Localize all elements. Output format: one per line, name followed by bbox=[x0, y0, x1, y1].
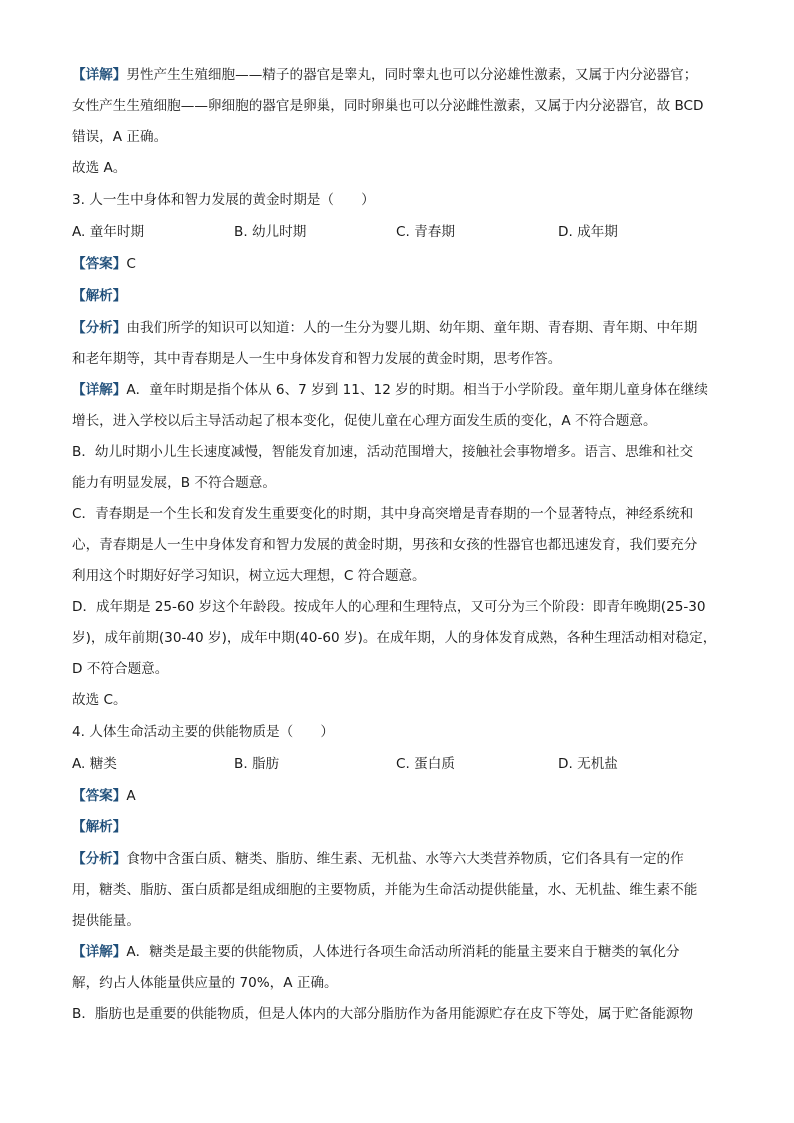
q3-detail-line-2: 增长，进入学校以后主导活动起了根本变化，促使儿童在心理方面发生质的变化，A 不符合题意。 bbox=[72, 413, 657, 429]
q3-detail-line-4: 能力有明显发展，B 不符合题意。 bbox=[72, 475, 276, 491]
q3-option-a: A. 童年时期 bbox=[72, 224, 145, 240]
q4-fenxi-line-1: 【分析】食物中含蛋白质、糖类、脂肪、维生素、无机盐、水等六大类营养物质，它们各具有一定的作 bbox=[72, 851, 684, 867]
q3-detail-line-1: 【详解】A．童年时期是指个体从 6、7 岁到 11、12 岁的时期。相当于小学阶段。童年期儿童身体在继续 bbox=[72, 382, 708, 398]
detail-tag: 【详解】 bbox=[72, 944, 127, 960]
q3-analysis-heading: 【解析】 bbox=[72, 288, 127, 304]
q3-fenxi-line-1: 【分析】由我们所学的知识可以知道：人的一生分为婴儿期、幼年期、童年期、青春期、青年期、中年期 bbox=[72, 320, 698, 336]
q4-detail-line-3: B．脂肪也是重要的供能物质，但是人体内的大部分脂肪作为备用能源贮存在皮下等处，属于贮备能源物 bbox=[72, 1006, 694, 1022]
q4-question: 4. 人体生命活动主要的供能物质是（ ） bbox=[72, 724, 334, 740]
fenxi-tag: 【分析】 bbox=[72, 851, 127, 867]
fenxi-tag: 【分析】 bbox=[72, 320, 127, 336]
q3-detail-line-6: 心，青春期是人一生中身体发育和智力发展的黄金时期，男孩和女孩的性器官也都迅速发育，我们要充分 bbox=[72, 537, 698, 553]
q4-fenxi-line-2: 用，糖类、脂肪、蛋白质都是组成细胞的主要物质，并能为生命活动提供能量，水、无机盐、维生素不能 bbox=[72, 882, 698, 898]
q3-option-b: B. 幼儿时期 bbox=[234, 224, 307, 240]
q4-option-c: C. 蛋白质 bbox=[396, 756, 455, 772]
q4-detail-line-2: 解，约占人体能量供应量的 70%，A 正确。 bbox=[72, 975, 338, 991]
q3-conclusion: 故选 C。 bbox=[72, 692, 127, 708]
q2-detail-line-3: 错误，A 正确。 bbox=[72, 129, 168, 145]
q3-question: 3. 人一生中身体和智力发展的黄金时期是（ ） bbox=[72, 192, 375, 208]
q3-detail-line-3: B．幼儿时期小儿生长速度减慢，智能发育加速，活动范围增大，接触社会事物增多。语言、思维和社交 bbox=[72, 444, 694, 460]
q4-fenxi-line-3: 提供能量。 bbox=[72, 913, 140, 929]
q4-option-b: B. 脂肪 bbox=[234, 756, 280, 772]
answer-tag: 【答案】 bbox=[72, 788, 127, 804]
q2-detail-line-1: 【详解】男性产生生殖细胞——精子的器官是睾丸，同时睾丸也可以分泌雄性激素，又属于内分泌器官； bbox=[72, 67, 698, 83]
q3-detail-line-10: D 不符合题意。 bbox=[72, 661, 169, 677]
q3-detail-line-8: D．成年期是 25-60 岁这个年龄段。按成年人的心理和生理特点，又可分为三个阶段：即青年晚期(25-30 bbox=[72, 599, 706, 615]
detail-tag: 【详解】 bbox=[72, 382, 127, 398]
q2-conclusion: 故选 A。 bbox=[72, 160, 127, 176]
q4-option-a: A. 糖类 bbox=[72, 756, 117, 772]
q3-detail-line-5: C．青春期是一个生长和发育发生重要变化的时期，其中身高突增是青春期的一个显著特点，神经系统和 bbox=[72, 506, 694, 522]
q4-detail-line-1: 【详解】A．糖类是最主要的供能物质，人体进行各项生命活动所消耗的能量主要来自于糖类的氧化分 bbox=[72, 944, 680, 960]
q3-detail-line-9: 岁)，成年前期(30-40 岁)，成年中期(40-60 岁)。在成年期，人的身体发育成熟，各种生理活动相对稳定， bbox=[72, 630, 717, 646]
q3-fenxi-line-2: 和老年期等，其中青春期是人一生中身体发育和智力发展的黄金时期，思考作答。 bbox=[72, 351, 562, 367]
detail-tag: 【详解】 bbox=[72, 67, 127, 83]
q4-option-d: D. 无机盐 bbox=[558, 756, 618, 772]
q3-option-c: C. 青春期 bbox=[396, 224, 455, 240]
q2-detail-line-2: 女性产生生殖细胞——卵细胞的器官是卵巢，同时卵巢也可以分泌雌性激素，又属于内分泌器官，故 BCD bbox=[72, 98, 704, 114]
q4-answer: 【答案】A bbox=[72, 788, 136, 804]
answer-tag: 【答案】 bbox=[72, 256, 127, 272]
q3-answer: 【答案】C bbox=[72, 256, 136, 272]
q3-detail-line-7: 利用这个时期好好学习知识，树立远大理想，C 符合题意。 bbox=[72, 568, 426, 584]
q4-analysis-heading: 【解析】 bbox=[72, 819, 127, 835]
q3-option-d: D. 成年期 bbox=[558, 224, 618, 240]
